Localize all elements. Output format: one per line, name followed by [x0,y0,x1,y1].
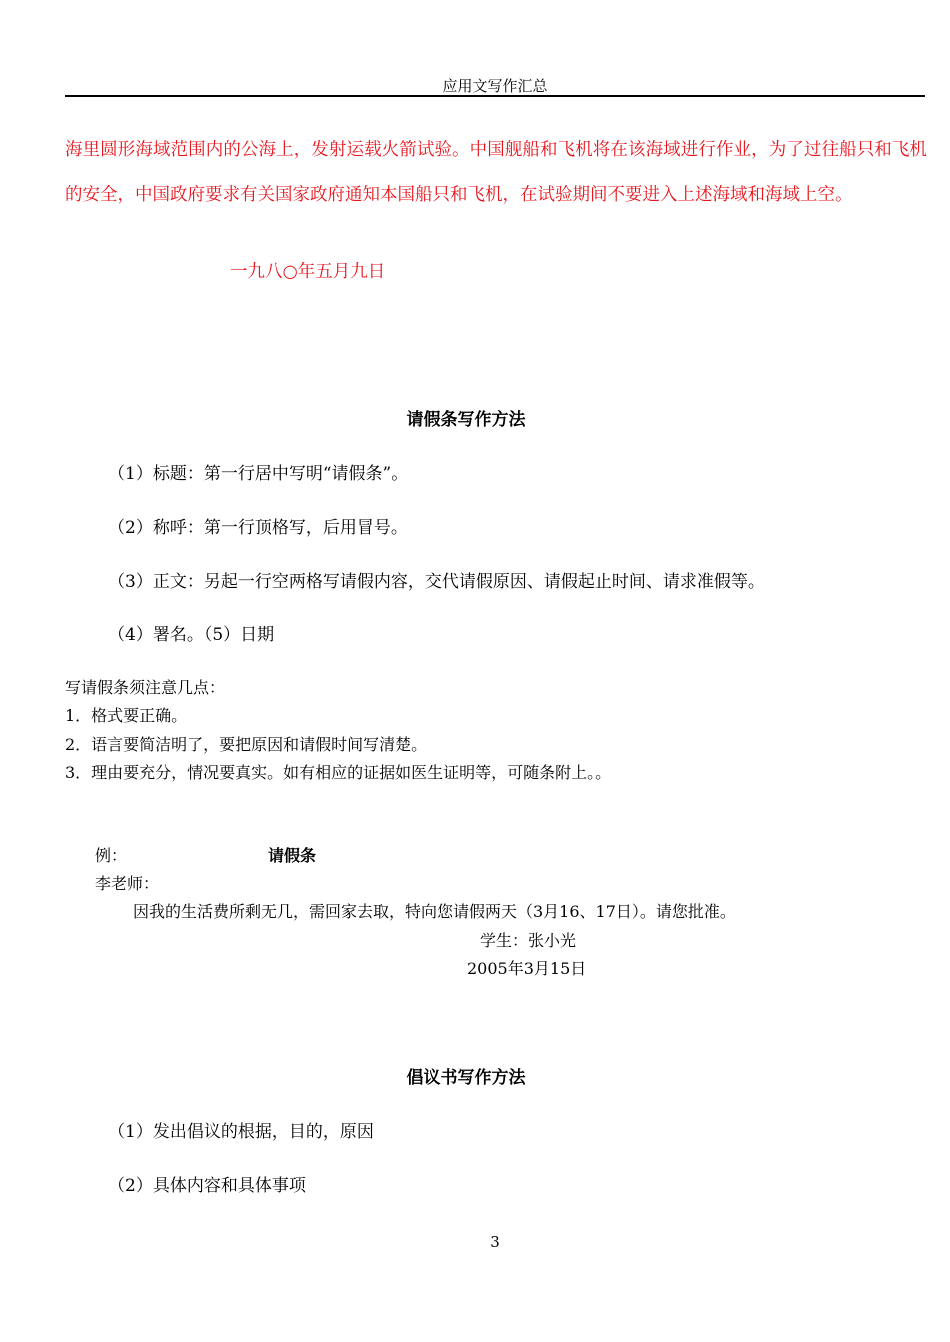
example-salutation: 李老师： [95,874,160,893]
leave-step-3: （3）正文：另起一行空两格写请假内容，交代请假原因、请假起止时间、请求准假等。 [108,572,765,592]
leave-step-2: （2）称呼：第一行顶格写，后用冒号。 [108,518,408,538]
notice-date: 一九八○年五月九日 [230,262,386,282]
example-label: 例： [95,846,128,865]
leave-step-1: （1）标题：第一行居中写明“请假条”。 [108,464,409,484]
example-title: 请假条 [268,846,317,865]
notice-paragraph: 海里圆形海域范围内的公海上，发射运载火箭试验。中国舰船和飞机将在该海域进行作业，为了过往船只和飞机的安全，中国政府要求有关国家政府通知本国船只和飞机，在试验期间不要进入上述海域和海域上空。 [65,140,927,205]
proposal-step-1: （1）发出倡议的根据，目的，原因 [108,1122,374,1142]
section-title-leave-note: 请假条写作方法 [406,410,526,430]
running-header-title: 应用文写作汇总 [442,77,548,95]
notes-heading: 写请假条须注意几点： [65,678,226,697]
note-item-1: 1．格式要正确。 [65,706,188,725]
note-item-3: 3．理由要充分，情况要真实。如有相应的证据如医生证明等，可随条附上。。 [65,763,612,782]
section-title-proposal: 倡议书写作方法 [406,1068,526,1088]
page-number: 3 [490,1233,500,1251]
example-body: 因我的生活费所剩无几，需回家去取，特向您请假两天（3月16、17日）。请您批准。 [133,902,736,921]
example-date: 2005年3月15日 [467,959,587,978]
proposal-step-2: （2）具体内容和具体事项 [108,1176,306,1196]
note-item-2: 2．语言要简洁明了，要把原因和请假时间写清楚。 [65,735,428,754]
leave-step-4: （4）署名。（5）日期 [108,625,275,645]
header-rule [65,95,925,97]
example-signature: 学生：张小光 [480,931,577,950]
